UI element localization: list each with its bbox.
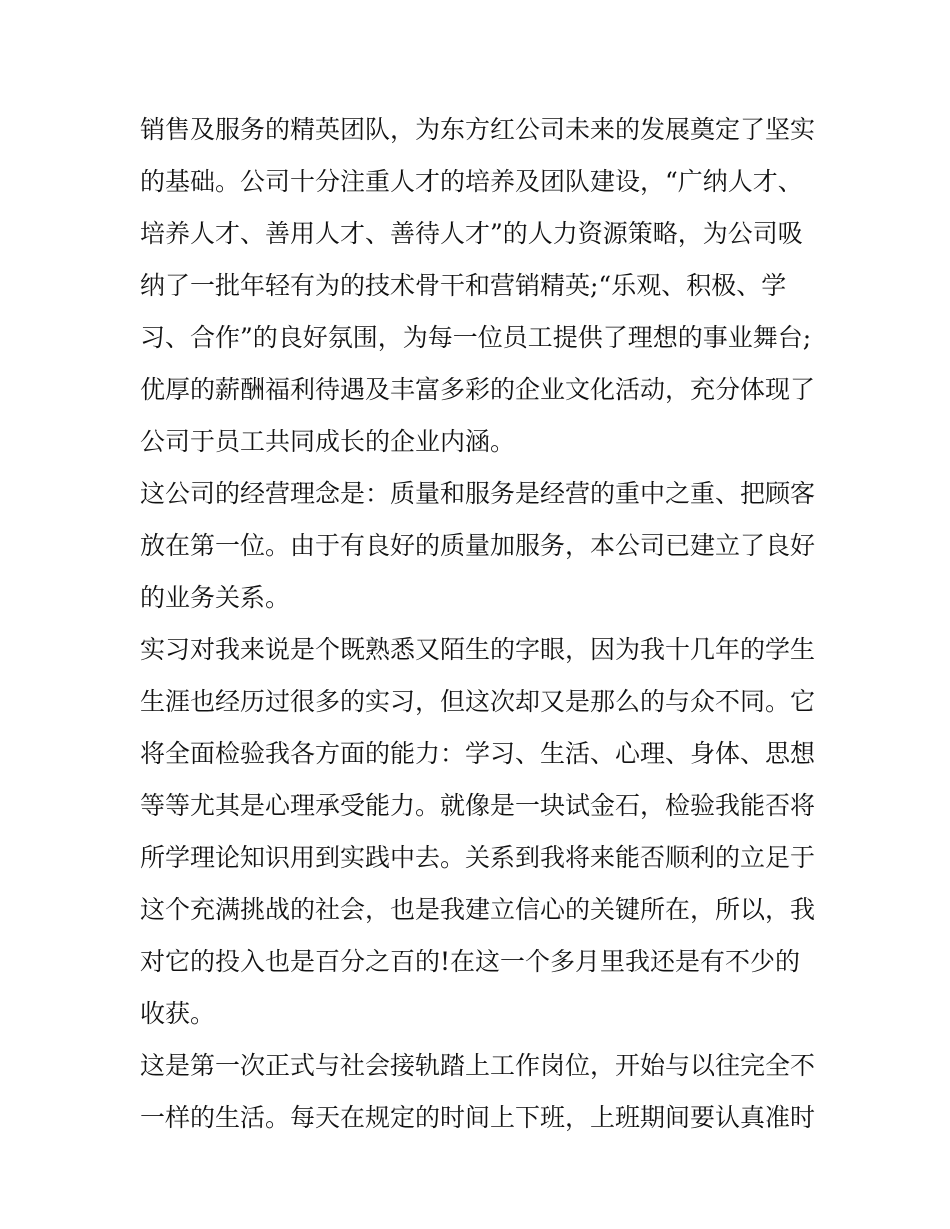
text-line: 等等尤其是心理承受能力。就像是一块试金石，检验我能否将 [140, 791, 816, 820]
text-line: 一样的生活。每天在规定的时间上下班，上班期间要认真准时 [140, 1103, 816, 1132]
text-line: 纳了一批年轻有为的技术骨干和营销精英;“乐观、积极、学 [140, 271, 787, 300]
text-line: 所学理论知识用到实践中去。关系到我将来能否顺利的立足于 [140, 843, 816, 872]
text-line: 实习对我来说是个既熟悉又陌生的字眼，因为我十几年的学生 [140, 635, 816, 664]
text-line: 这个充满挑战的社会，也是我建立信心的关键所在，所以，我 [140, 895, 816, 924]
text-line: 这公司的经营理念是：质量和服务是经营的重中之重、把顾客 [140, 479, 816, 508]
text-line: 这是第一次正式与社会接轨踏上工作岗位，开始与以往完全不 [140, 1051, 816, 1080]
text-line: 习、合作”的良好氛围，为每一位员工提供了理想的事业舞台; [140, 323, 812, 352]
text-line: 培养人才、善用人才、善待人才”的人力资源策略，为公司吸 [140, 219, 803, 248]
text-line: 公司于员工共同成长的企业内涵。 [140, 427, 516, 456]
text-line: 收获。 [140, 999, 216, 1028]
text-line: 的业务关系。 [140, 583, 291, 612]
text-line: 的基础。公司十分注重人才的培养及团队建设，“广纳人才、 [140, 167, 803, 196]
text-line: 将全面检验我各方面的能力：学习、生活、心理、身体、思想 [140, 739, 816, 768]
document-body [140, 104, 820, 1144]
text-line: 对它的投入也是百分之百的!在这一个多月里我还是有不少的 [140, 947, 801, 976]
text-line: 生涯也经历过很多的实习，但这次却又是那么的与众不同。它 [140, 687, 816, 716]
text-line: 销售及服务的精英团队，为东方红公司未来的发展奠定了坚实 [140, 115, 816, 144]
text-line: 优厚的薪酬福利待遇及丰富多彩的企业文化活动，充分体现了 [140, 375, 816, 404]
text-line: 放在第一位。由于有良好的质量加服务，本公司已建立了良好 [140, 531, 816, 560]
